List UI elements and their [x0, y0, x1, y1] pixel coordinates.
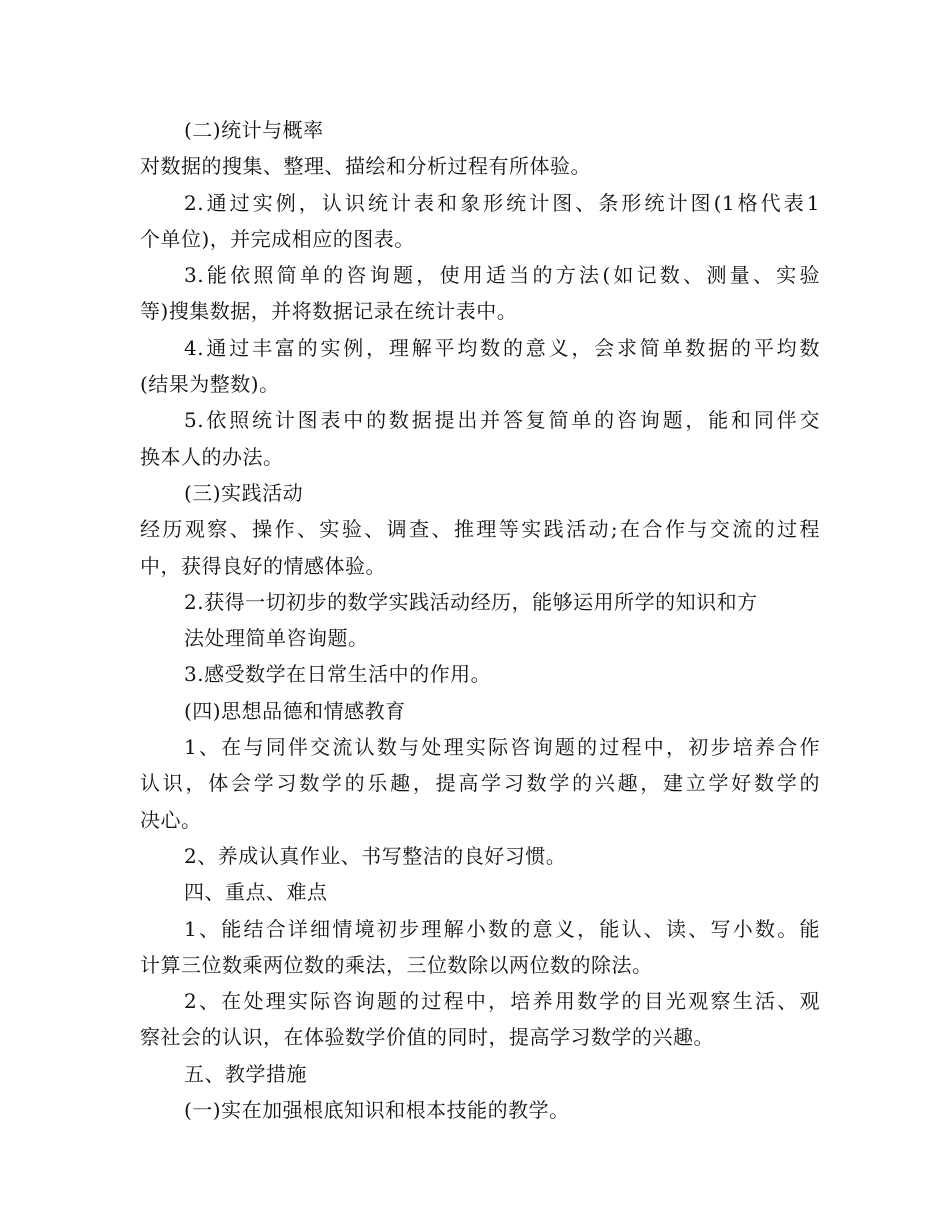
paragraph-line: 2.通过实例，认识统计表和象形统计图、条形统计图(1格代表1: [184, 190, 820, 215]
section-heading: (二)统计与概率: [184, 118, 324, 142]
section-heading: 四、重点、难点: [184, 880, 328, 905]
paragraph-line: 3.能依照简单的咨询题，使用适当的方法(如记数、测量、实验: [184, 263, 820, 288]
paragraph-line: 1、能结合详细情境初步理解小数的意义，能认、读、写小数。能: [184, 916, 820, 941]
paragraph-line: 计算三位数乘两位数的乘法，三位数除以两位数的除法。: [140, 952, 653, 977]
paragraph-line: 经历观察、操作、实验、调查、推理等实践活动;在合作与交流的过程: [140, 517, 820, 542]
paragraph-line: 换本人的办法。: [140, 444, 284, 469]
paragraph-line: 中，获得良好的情感体验。: [140, 553, 386, 578]
paragraph-line: 3.感受数学在日常生活中的作用。: [184, 662, 492, 687]
paragraph-line: (一)实在加强根底知识和根本技能的教学。: [184, 1098, 570, 1123]
paragraph-line: 认识，体会学习数学的乐趣，提高学习数学的兴趣，建立学好数学的: [140, 771, 820, 796]
paragraph-line: 法处理简单咨询题。: [184, 626, 369, 651]
paragraph-line: 决心。: [140, 807, 202, 832]
paragraph-line: 1、在与同伴交流认数与处理实际咨询题的过程中，初步培养合作: [184, 735, 820, 760]
paragraph-line: 个单位)，并完成相应的图表。: [140, 226, 415, 251]
paragraph-line: 对数据的搜集、整理、描绘和分析过程有所体验。: [140, 154, 591, 179]
paragraph-line: (结果为整数)。: [140, 372, 280, 397]
paragraph-line: 察社会的认识，在体验数学价值的同时，提高学习数学的兴趣。: [140, 1025, 714, 1050]
paragraph-line: 4.通过丰富的实例，理解平均数的意义，会求简单数据的平均数: [184, 335, 820, 360]
paragraph-line: 等)搜集数据，并将数据记录在统计表中。: [140, 299, 518, 324]
paragraph-line: 2、养成认真作业、书写整洁的良好习惯。: [184, 843, 567, 868]
paragraph-line: 5.依照统计图表中的数据提出并答复简单的咨询题，能和同伴交: [184, 408, 820, 433]
paragraph-line: 2、在处理实际咨询题的过程中，培养用数学的目光观察生活、观: [184, 989, 820, 1014]
document-body: [140, 112, 820, 1128]
section-heading: (四)思想品德和情感教育: [184, 698, 406, 723]
section-heading: (三)实践活动: [184, 480, 304, 505]
paragraph-line: 2.获得一切初步的数学实践活动经历，能够运用所学的知识和方: [184, 589, 758, 614]
section-heading: 五、教学措施: [184, 1061, 307, 1086]
